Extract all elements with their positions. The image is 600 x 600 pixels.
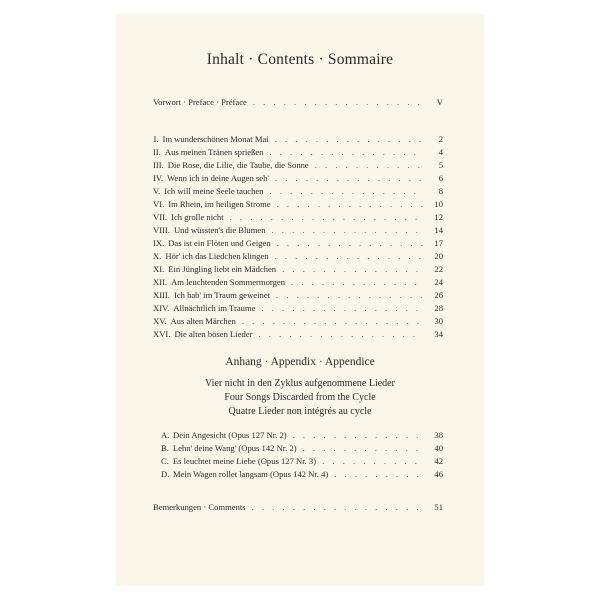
leader-dots: [272, 225, 424, 236]
preface-label: Vorwort · Preface · Préface: [153, 97, 247, 107]
toc-entry: [161, 469, 443, 480]
leader-dots: [334, 469, 423, 480]
entry-number: IX.: [153, 238, 165, 248]
entry-page: 40: [434, 443, 443, 453]
leader-dots: [276, 290, 423, 301]
leader-dots: [261, 303, 423, 314]
toc-entry: [153, 134, 443, 145]
leader-dots: [277, 238, 423, 249]
contents-page: [116, 14, 484, 586]
leader-dots: [291, 277, 423, 288]
entry-title: Ich grolle nicht: [171, 212, 224, 222]
entry-number: XII.: [153, 277, 168, 287]
entry-page: 14: [434, 225, 443, 235]
leader-dots: [253, 97, 423, 108]
entry-number: XIV.: [153, 303, 170, 313]
leader-dots: [293, 430, 423, 441]
toc-entry: [153, 264, 443, 275]
appendix-subtitle-fr: Quatre Lieder non intégrés au cycle: [228, 406, 372, 417]
toc-entry: [153, 303, 443, 314]
entry-page: 34: [434, 329, 443, 339]
entry-title: Es leuchtet meine Liebe (Opus 127 Nr. 3): [172, 456, 317, 466]
entry-number: XI.: [153, 264, 165, 274]
leader-dots: [275, 134, 423, 145]
leader-dots: [269, 147, 423, 158]
entry-number: VI.: [153, 199, 165, 209]
leader-dots: [270, 186, 423, 197]
entry-page: 6: [438, 173, 443, 183]
entry-page: 28: [434, 303, 443, 313]
toc-entry: [153, 225, 443, 236]
entry-title: Und wüssten's die Blumen: [173, 225, 266, 235]
entry-page: 17: [434, 238, 443, 248]
entry-page: 26: [434, 290, 443, 300]
entry-title: Die alten bösen Lieder: [174, 329, 253, 339]
entry-title: Aus alten Märchen: [170, 316, 236, 326]
page-title: Inhalt · Contents · Sommaire: [206, 51, 394, 68]
toc-entry: [161, 456, 443, 467]
appendix-heading: Anhang · Appendix · Appendice: [225, 356, 375, 368]
entry-number: II.: [153, 147, 161, 157]
entry-title: Dein Angesicht (Opus 127 Nr. 2): [173, 430, 287, 440]
entry-title: Wenn ich in deine Augen seh': [167, 173, 269, 183]
entry-page: 12: [434, 212, 443, 222]
entry-title: Im wunderschönen Monat Mai: [162, 134, 269, 144]
entry-page: 24: [434, 277, 443, 287]
entry-title: Allnächtlich im Traume: [173, 303, 256, 313]
toc-entry: [153, 186, 443, 197]
entry-title: Ein Jüngling liebt ein Mädchen: [168, 264, 277, 274]
entry-number: XV.: [153, 316, 167, 326]
leader-dots: [315, 160, 423, 171]
entry-number: IV.: [153, 173, 164, 183]
preface-page: V: [436, 97, 443, 107]
toc-entry: [153, 316, 443, 327]
entry-number: XIII.: [153, 290, 170, 300]
entry-page: 2: [438, 134, 443, 144]
remarks-label: Bemerkungen · Comments: [153, 502, 246, 512]
entry-title: Mein Wagen rollet langsam (Opus 142 Nr. 4): [173, 469, 329, 479]
toc-entry: [153, 277, 443, 288]
entry-page: 8: [438, 186, 443, 196]
toc-entry: [153, 173, 443, 184]
entry-title: Die Rose, die Lilie, die Taube, die Sonne: [167, 160, 309, 170]
preface-entry: [153, 97, 443, 108]
leader-dots: [230, 212, 423, 223]
leader-dots: [275, 173, 423, 184]
remarks-page: 51: [434, 502, 443, 512]
entry-number: B.: [161, 443, 169, 453]
leader-dots: [277, 199, 423, 210]
entry-page: 30: [434, 316, 443, 326]
toc-entry: [153, 251, 443, 262]
entry-page: 46: [434, 469, 443, 479]
entry-page: 20: [434, 251, 443, 261]
entry-title: Hör' ich das Liedchen klingen: [165, 251, 269, 261]
entry-title: Ich hab' im Traum geweinet: [173, 290, 271, 300]
entry-page: 38: [434, 430, 443, 440]
entry-number: I.: [153, 134, 159, 144]
entry-number: D.: [161, 469, 170, 479]
leader-dots: [258, 329, 423, 340]
entry-number: XVI.: [153, 329, 171, 339]
entry-number: III.: [153, 160, 164, 170]
leader-dots: [322, 456, 423, 467]
entry-number: A.: [161, 430, 170, 440]
entry-number: V.: [153, 186, 161, 196]
leader-dots: [303, 443, 423, 454]
toc-entry: [153, 147, 443, 158]
appendix-subtitle-en: Four Songs Discarded from the Cycle: [224, 392, 376, 403]
toc-entry: [161, 443, 443, 454]
entry-number: VIII.: [153, 225, 170, 235]
toc-entry: [153, 329, 443, 340]
entry-title: Im Rhein, im heiligen Strome: [168, 199, 271, 209]
leader-dots: [275, 251, 423, 262]
entry-page: 5: [438, 160, 443, 170]
toc-entry: [153, 199, 443, 210]
entry-number: X.: [153, 251, 162, 261]
entry-number: VII.: [153, 212, 168, 222]
toc-entry: [153, 290, 443, 301]
toc-entry: [153, 160, 443, 171]
entry-title: Das ist ein Flöten und Geigen: [168, 238, 271, 248]
entry-page: 22: [434, 264, 443, 274]
toc-entry: [153, 238, 443, 249]
toc-entry: [153, 212, 443, 223]
toc-entry: [161, 430, 443, 441]
leader-dots: [252, 502, 423, 513]
remarks-entry: [153, 502, 443, 513]
entry-title: Ich will meine Seele tauchen: [164, 186, 264, 196]
appendix-subtitle-de: Vier nicht in den Zyklus aufgenommene Lieder: [205, 378, 395, 389]
entry-title: Aus meinen Tränen sprießen: [164, 147, 264, 157]
leader-dots: [242, 316, 423, 327]
entry-title: Lehn' deine Wang' (Opus 142 Nr. 2): [172, 443, 297, 453]
entry-title: Am leuchtenden Sommermorgen: [171, 277, 286, 287]
leader-dots: [282, 264, 423, 275]
entry-page: 10: [434, 199, 443, 209]
entry-page: 4: [438, 147, 443, 157]
entry-page: 42: [434, 456, 443, 466]
entry-number: C.: [161, 456, 169, 466]
